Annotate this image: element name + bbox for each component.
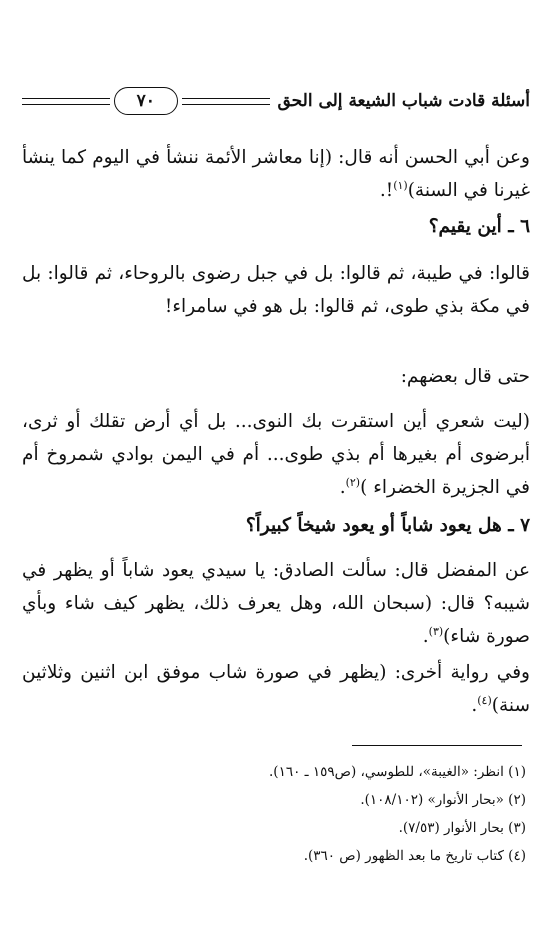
- paragraph-text: عن المفضل قال: سألت الصادق: يا سيدي يعود شاباً أو يظهر في شيبه؟ قال: (سبحان الله، وهل يعرف ذلك، يظهر كيف شاء وبأي صورة شاء): [22, 560, 530, 647]
- footnote-separator: [352, 745, 522, 746]
- paragraph-tail: !.: [379, 180, 394, 201]
- paragraph: [22, 656, 530, 722]
- footnote-3: (٣) بحار الأنوار (٧/٥٣).: [398, 820, 526, 836]
- paragraph: [22, 554, 530, 653]
- header-rule-right: [182, 98, 270, 105]
- footnote-ref: (٢): [345, 475, 361, 489]
- section-heading: ٧ ـ هل يعود شاباً أو يعود شيخاً كبيراً؟: [245, 515, 530, 536]
- paragraph-tail: .: [422, 626, 429, 647]
- header-ornament: [22, 87, 269, 115]
- paragraph-text: حتى قال بعضهم:: [400, 366, 530, 387]
- paragraph-text: (ليت شعري أين استقرت بك النوى... بل أي أرض تقلك أو ثرى، أبرضوى أم بغيرها أم بذي طوى... أم في اليمن بوادي شمروخ أم في الجزيرة الخضراء ): [22, 411, 530, 498]
- paragraph-text: وعن أبي الحسن أنه قال: (إنا معاشر الأئمة ننشأ في اليوم كما ينشأ غيرنا في السنة): [22, 147, 530, 201]
- footnote-2: (٢) «بحار الأنوار» (١٠٨/١٠٢).: [360, 792, 526, 808]
- footnotes: [26, 758, 526, 870]
- paragraph-text: قالوا: في طيبة، ثم قالوا: بل في جبل رضوى بالروحاء، ثم قالوا: بل في مكة بذي طوى، ثم قالوا: بل هو في سامراء!: [22, 263, 530, 317]
- page-number: ٧٠: [114, 87, 178, 115]
- footnote-ref: (١): [393, 178, 408, 192]
- footnote-ref: (٤): [477, 693, 492, 707]
- footnote-4: (٤) كتاب تاريخ ما بعد الظهور (ص ٣٦٠).: [303, 848, 526, 864]
- paragraph: [22, 360, 530, 393]
- footnote-ref: (٣): [428, 624, 444, 638]
- paragraph: [22, 141, 530, 207]
- paragraph: [22, 257, 530, 323]
- running-title: أسئلة قادت شباب الشيعة إلى الحق: [277, 91, 530, 111]
- footnote-1: (١) انظر: «الغيبة»، للطوسي، (ص١٥٩ ـ ١٦٠).: [269, 764, 526, 780]
- paragraph-tail: .: [471, 695, 478, 716]
- section-heading: ٦ ـ أين يقيم؟: [428, 216, 530, 237]
- paragraph-text: وفي رواية أخرى: (يظهر في صورة شاب موفق ابن اثنين وثلاثين سنة): [22, 662, 530, 716]
- paragraph: [22, 405, 530, 504]
- paragraph-tail: .: [339, 477, 346, 498]
- header-rule-left: [22, 98, 110, 105]
- page-header: [22, 84, 530, 118]
